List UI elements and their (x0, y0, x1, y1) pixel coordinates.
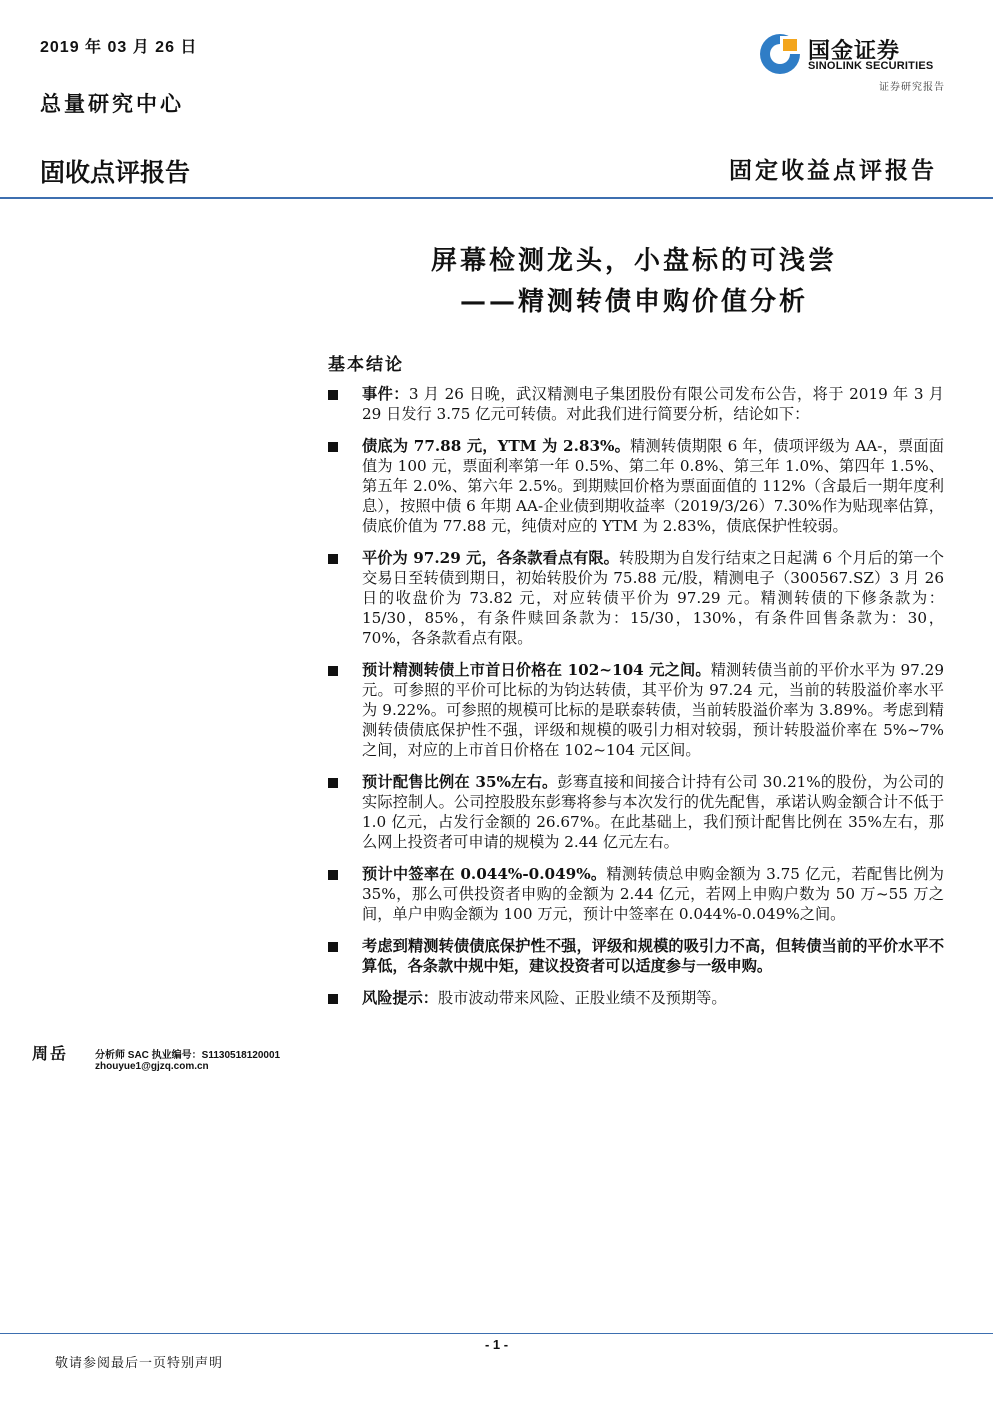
item-text: 精测转债期限 6 年，债项评级为 AA-，票面面值为 100 元，票面利率第一年 0.5%、第二年 0.8%、第三年 1.0%、第四年 1.5%、第五年 2.0%、第六年 2.5%。到期赎回价格为票面面值的 112%（含最后一期年度利息），按照中债 6 年期 AA-企业债到期收益率（2019/3/26）7.30%作为贴现率估算，债底价值为 77.88 元，纯债对应的 YTM 为 2.83%，债底保护性较弱。 (362, 437, 944, 535)
item-lead: 考虑到精测转债债底保护性不强，评级和规模的吸引力不高，但转债当前的平价水平不算低，各条款中规中矩，建议投资者可以适度参与一级申购。 (362, 937, 944, 975)
disclaimer-note: 敬请参阅最后一页特别声明 (55, 1356, 224, 1371)
item-text: 3 月 26 日晚，武汉精测电子集团股份有限公司发布公告，将于 2019 年 3 月 29 日发行 3.75 亿元可转债。对此我们进行简要分析，结论如下： (362, 385, 944, 423)
list-item (326, 864, 944, 924)
item-lead: 事件： (362, 385, 409, 403)
bullet-square-icon (328, 442, 338, 452)
item-lead: 预计配售比例在 35%左右。 (362, 773, 558, 791)
bullet-square-icon (328, 554, 338, 564)
item-text: 股市波动带来风险、正股业绩不及预期等。 (437, 989, 727, 1007)
item-text: 精测转债当前的平价水平为 97.29 元。可参照的平价可比标的为钧达转债，其平价为 97.24 元，当前的转股溢价率水平为 9.22%。可参照的规模可比标的是联泰转债，当前转股溢价率为 3.89%。考虑到精测转债债底保护性不强，评级和规模的吸引力相对较弱，预计转股溢价率在 5%~7%之间，对应的上市首日价格在 102~104 元区间。 (362, 661, 944, 759)
item-lead: 预计中签率在 0.044%-0.049%。 (362, 865, 607, 883)
list-item (326, 436, 944, 536)
logo-chinese-name: 国金证券 (808, 38, 901, 63)
bullet-square-icon (328, 390, 338, 400)
bullet-square-icon (328, 942, 338, 952)
report-title: 屏幕检测龙头，小盘标的可浅尝 (430, 246, 837, 276)
item-lead: 平价为 97.29 元，各条款看点有限。 (362, 549, 619, 567)
analyst-certification: 分析师 SAC 执业编号：S1130518120001 (95, 1050, 281, 1061)
report-subtitle: ——精测转债申购价值分析 (459, 287, 808, 317)
section-heading: 基本结论 (328, 355, 404, 375)
report-type: 固收点评报告 (40, 159, 191, 187)
company-logo (758, 30, 948, 80)
bullet-square-icon (328, 666, 338, 676)
list-item (326, 936, 944, 976)
footer-divider (0, 1333, 993, 1334)
author-email[interactable]: zhouyue1@gjzq.com.cn (95, 1061, 209, 1072)
item-lead: 预计精测转债上市首日价格在 102~104 元之间。 (362, 661, 711, 679)
department-name: 总量研究中心 (40, 91, 184, 116)
logo-subtitle: 证券研究报告 (879, 82, 945, 93)
header-divider (0, 197, 993, 199)
bullet-square-icon (328, 778, 338, 788)
list-item (326, 988, 944, 1008)
report-date: 2019 年 03 月 26 日 (40, 39, 198, 56)
list-item (326, 548, 944, 648)
logo-mark-icon (758, 32, 802, 76)
report-subtype: 固定收益点评报告 (729, 157, 937, 184)
bullet-square-icon (328, 994, 338, 1004)
author-name: 周岳 (32, 1044, 69, 1063)
logo-english-name: SINOLINK SECURITIES (808, 60, 934, 72)
page-number: - 1 - (484, 1337, 509, 1352)
list-item (326, 384, 944, 424)
bullet-square-icon (328, 870, 338, 880)
item-text: 彭骞直接和间接合计持有公司 30.21%的股份，为公司的实际控制人。公司控股股东彭骞将参与本次发行的优先配售，承诺认购金额合计不低于 1.0 亿元，占发行金额的 26.67%。在此基础上，我们预计配售比例在 35%左右，那么网上投资者可申请的规模为 2.44 亿元左右。 (362, 773, 944, 851)
item-lead: 风险提示： (362, 989, 438, 1007)
item-text: 转股期为自发行结束之日起满 6 个月后的第一个交易日至转债到期日，初始转股价为 75.88 元/股，精测电子（300567.SZ）3 月 26 日的收盘价为 73.82 元，对应转债平价为 97.29 元。精测转债的下修条款为：15/30，85%，有条件赎回条款为：15/30，130%，有条件回售条款为：30，70%，各条款看点有限。 (362, 549, 944, 647)
list-item (326, 772, 944, 852)
item-text: 精测转债总申购金额为 3.75 亿元，若配售比例为 35%，那么可供投资者申购的金额为 2.44 亿元，若网上申购户数为 50 万~55 万之间，单户申购金额为 100 万元，预计中签率在 0.044%-0.049%之间。 (362, 865, 944, 923)
item-lead: 债底为 77.88 元，YTM 为 2.83%。 (362, 437, 631, 455)
list-item (326, 660, 944, 760)
conclusion-list (326, 384, 944, 1020)
